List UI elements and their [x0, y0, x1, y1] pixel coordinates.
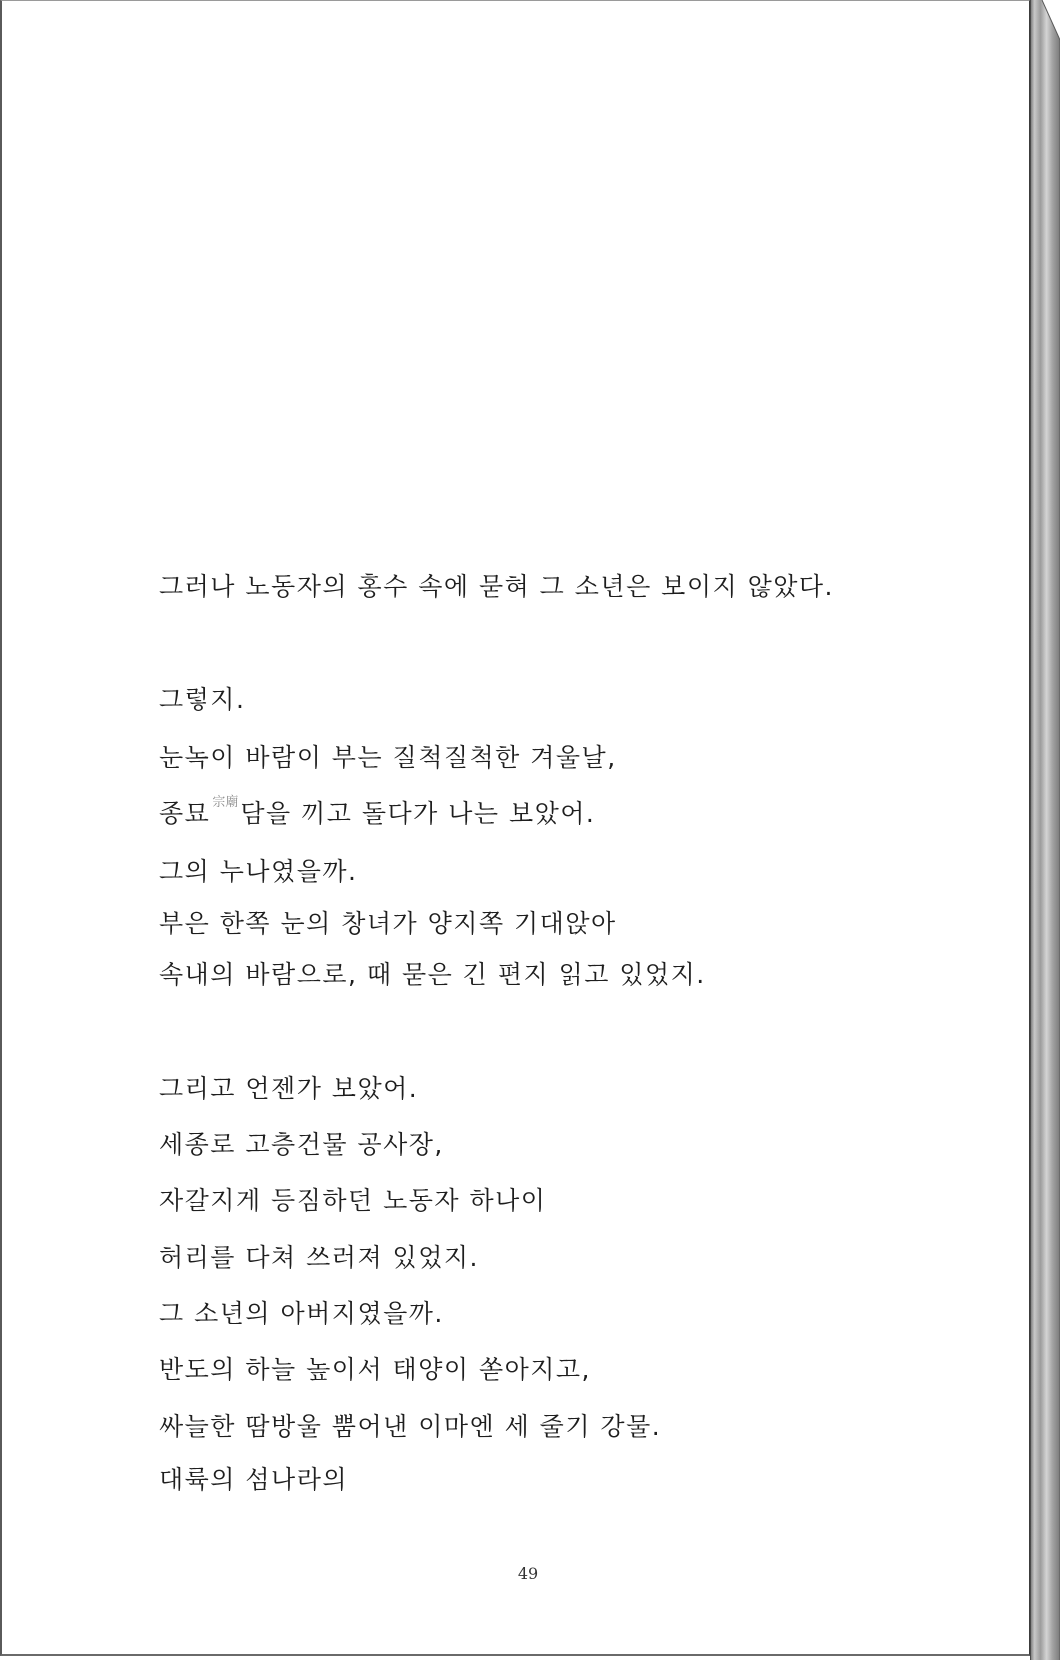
poem-line: 그 소년의 아버지였을까. — [159, 1299, 444, 1328]
poem-line: 허리를 다쳐 쓰러져 있었지. — [159, 1243, 479, 1272]
page-edge — [1030, 0, 1060, 1660]
poem-line: 싸늘한 땀방울 뿜어낸 이마엔 세 줄기 강물. — [159, 1412, 662, 1441]
poem-line: 세종로 고층건물 공사장, — [159, 1130, 444, 1159]
poem-line: 눈녹이 바람이 부는 질척질척한 겨울날, — [159, 743, 617, 772]
poem-line-annotated — [159, 794, 595, 834]
poem-line: 그렇지. — [159, 685, 246, 714]
page-number: 49 — [517, 1564, 539, 1583]
poem-line-part: 담을 끼고 돌다가 나는 보았어. — [240, 799, 596, 828]
poem-line: 부은 한쪽 눈의 창녀가 양지쪽 기대앉아 — [159, 909, 617, 938]
poem-line: 반도의 하늘 높이서 태양이 쏟아지고, — [159, 1355, 591, 1384]
poem-line: 그리고 언젠가 보았어. — [159, 1074, 419, 1103]
poem-line: 그의 누나였을까. — [159, 857, 358, 886]
poem-line: 속내의 바람으로, 때 묻은 긴 편지 읽고 있었지. — [159, 960, 706, 989]
poem-line-part: 종묘 — [159, 799, 211, 828]
poem-line: 자갈지게 등짐하던 노동자 하나이 — [159, 1186, 547, 1215]
poem-line: 대륙의 섬나라의 — [159, 1465, 348, 1494]
poem-line: 그러나 노동자의 홍수 속에 묻혀 그 소년은 보이지 않았다. — [159, 572, 834, 601]
hanja-annotation: 宗廟 — [212, 795, 239, 810]
